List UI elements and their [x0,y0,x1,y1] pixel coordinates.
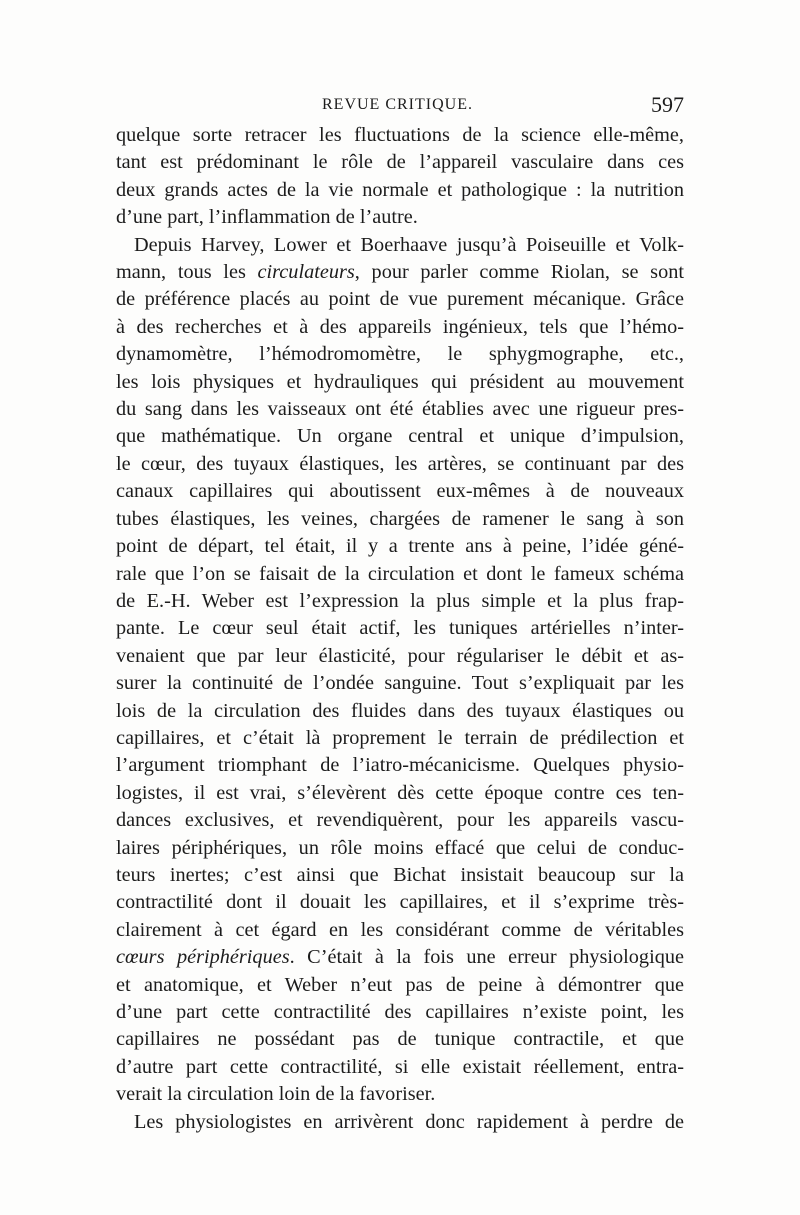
text-line: Depuis Harvey, Lower et Boerhaave jusqu’à Poiseuille et Volk- [134,233,684,256]
text-line: point de départ, tel était, il y a trente ans à peine, l’idée géné- [116,535,684,558]
text-line: de E.-H. Weber est l’expression la plus simple et la plus frap- [116,589,684,612]
text-line: de préférence placés au point de vue purement mécanique. Grâce [116,288,684,311]
text-line: dances exclusives, et revendiquèrent, pour les appareils vascu- [116,809,684,832]
text-line: d’une part, l’inflammation de l’autre. [116,206,418,229]
text-line: tant est prédominant le rôle de l’appareil vasculaire dans ces [116,151,684,174]
text-line: capillaires ne possédant pas de tunique contractile, et que [116,1028,684,1051]
body-text [116,122,684,1136]
text-line: à des recherches et à des appareils ingénieux, tels que l’hémo- [116,315,684,338]
text-line: verait la circulation loin de la favoriser. [116,1083,436,1106]
text-line: canaux capillaires qui aboutissent eux-mêmes à de nouveaux [116,480,684,503]
text-line: tubes élastiques, les veines, chargées de ramener le sang à son [116,507,684,530]
page-header [116,94,684,122]
text-line: les lois physiques et hydrauliques qui président au mouvement [116,370,684,393]
text-line: capillaires, et c’était là proprement le terrain de prédilection et [116,726,684,749]
page-number: 597 [651,92,684,117]
text-line: quelque sorte retracer les fluctuations de la science elle-même, [116,124,684,146]
text-line: l’argument triomphant de l’iatro-mécanicisme. Quelques physio- [116,754,684,777]
text-line [116,944,684,971]
text-line: Les physiologistes en arrivèrent donc rapidement à perdre de [134,1110,684,1133]
text-line: dynamomètre, l’hémodromomètre, le sphygmographe, etc., [116,343,684,366]
text-line: surer la continuité de l’ondée sanguine. Tout s’expliquait par les [116,672,684,695]
text-line: venaient que par leur élasticité, pour régulariser le débit et as- [116,644,684,667]
text-line: d’autre part cette contractilité, si elle existait réellement, entra- [116,1055,684,1078]
text-line [116,259,684,286]
text-line: pante. Le cœur seul était actif, les tuniques artérielles n’inter- [116,617,684,640]
text-line: rale que l’on se faisait de la circulation et dont le fameux schéma [116,562,684,585]
text-line: teurs inertes; c’est ainsi que Bichat insistait beaucoup sur la [116,863,684,886]
text-line: logistes, il est vrai, s’élevèrent dès cette époque contre ces ten- [116,781,684,804]
text-line: deux grands actes de la vie normale et pathologique : la nutrition [116,178,684,201]
text-line: le cœur, des tuyaux élastiques, les artères, se continuant par des [116,452,684,475]
text-line: lois de la circulation des fluides dans des tuyaux élastiques ou [116,699,684,722]
text-line: laires périphériques, un rôle moins effacé que celui de conduc- [116,836,684,859]
text-fragment: mann, tous les [116,261,258,284]
text-line: du sang dans les vaisseaux ont été établies avec une rigueur pres- [116,398,684,421]
text-line: contractilité dont il douait les capillaires, et il s’exprime très- [116,891,684,914]
italic-phrase: cœurs périphériques [116,946,290,969]
text-line: que mathématique. Un organe central et unique d’impulsion, [116,425,684,448]
text-fragment: , pour parler comme Riolan, se sont [354,261,684,284]
text-line: d’une part cette contractilité des capillaires n’existe point, les [116,1001,684,1023]
text-fragment: . C’était à la fois une erreur physiologique [289,946,684,969]
italic-phrase: circulateurs [257,261,355,284]
text-line: clairement à cet égard en les considérant comme de véritables [116,918,684,941]
running-head: REVUE CRITIQUE. [322,96,473,113]
text-line: et anatomique, et Weber n’eut pas de peine à démontrer que [116,973,684,996]
